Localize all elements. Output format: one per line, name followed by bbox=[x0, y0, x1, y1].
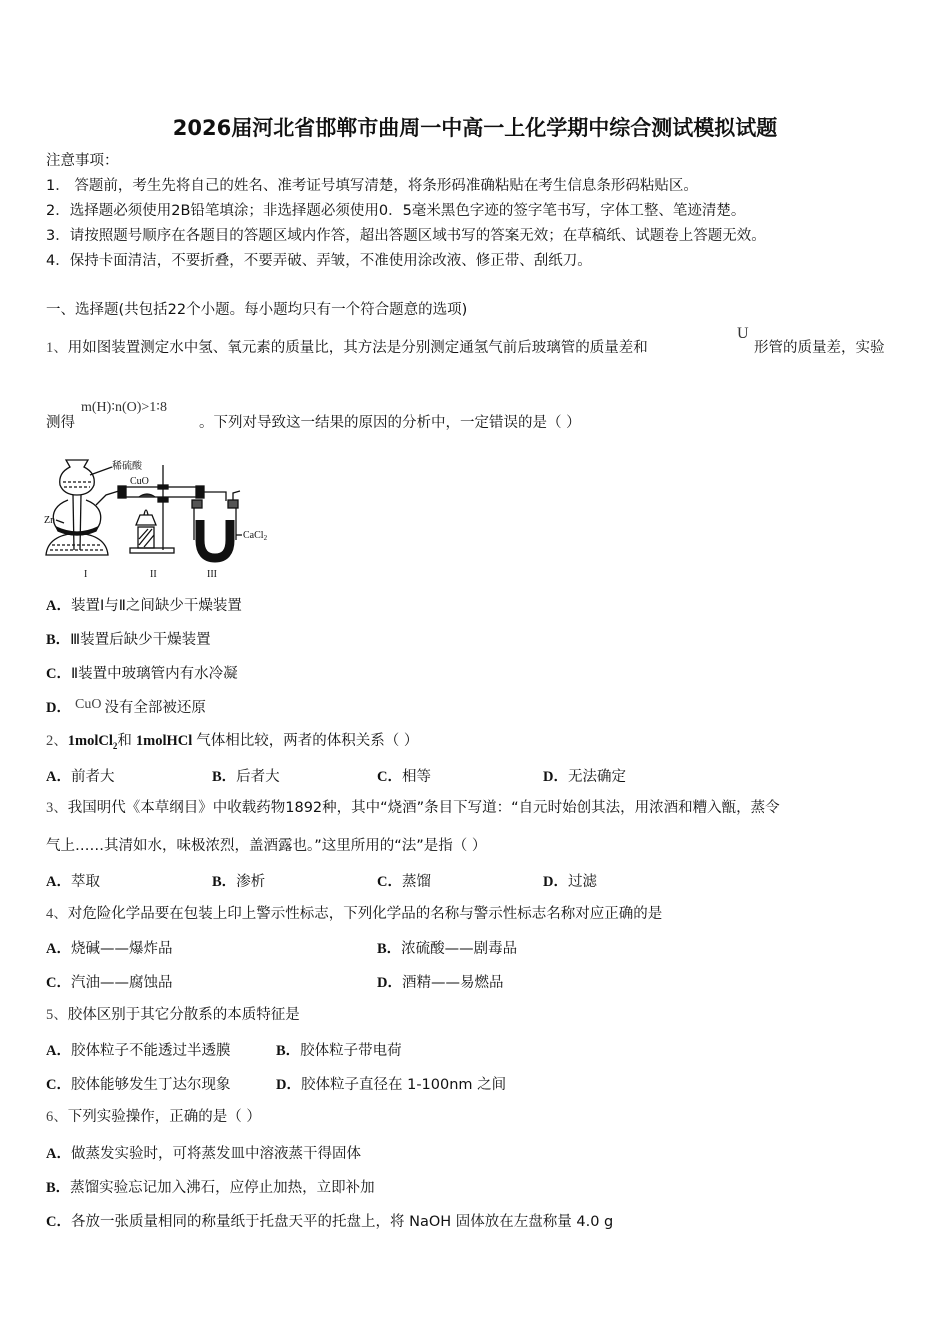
question-6-stem: 6、下列实验操作，正确的是（ ） bbox=[46, 1109, 261, 1125]
notice-item: 1． 答题前，考生先将自己的姓名、准考证号填写清楚，将条形码准确粘贴在考生信息条形码粘贴区。 bbox=[46, 178, 698, 194]
q5-option-b[interactable]: B．胶体粒子带电荷 bbox=[276, 1043, 402, 1059]
label-dilute-acid: 稀硫酸 bbox=[112, 461, 142, 472]
q5-option-a[interactable]: A．胶体粒子不能透过半透膜 bbox=[46, 1043, 231, 1059]
question-3-stem: 3、我国明代《本草纲目》中收载药物1892种，其中“烧酒”条目下写道：“自元时始创其法，用浓酒和糟入甑，蒸令 bbox=[46, 800, 780, 816]
question-2-stem: 2、1molCl$_2$和 1molHCl 气体相比较，两者的体积关系（ ） bbox=[46, 733, 419, 751]
q6-option-c[interactable]: C．各放一张质量相同的称量纸于托盘天平的托盘上，将 NaOH 固体放在左盘称量 4.0 g bbox=[46, 1214, 614, 1230]
q5-option-d[interactable]: D．胶体粒子直径在 1-100nm 之间 bbox=[276, 1077, 507, 1093]
q6-option-a[interactable]: A．做蒸发实验时，可将蒸发皿中溶液蒸干得固体 bbox=[46, 1146, 361, 1162]
q1-option-b[interactable]: B．Ⅲ装置后缺少干燥装置 bbox=[46, 632, 211, 648]
label-III: III bbox=[207, 569, 217, 580]
formula-ratio: m(H)∶n(O)>1∶8 bbox=[81, 400, 167, 415]
notice-item: 2．选择题必须使用2B铅笔填涂；非选择题必须使用0．5毫米黑色字迹的签字笔书写，字体工整、笔迹清楚。 bbox=[46, 203, 746, 219]
question-4-stem: 4、对危险化学品要在包装上印上警示性标志，下列化学品的名称与警示性标志名称对应正确的是 bbox=[46, 906, 663, 922]
q1-option-c[interactable]: C．Ⅱ装置中玻璃管内有水冷凝 bbox=[46, 666, 238, 682]
question-1-stem-cont: 形管的质量差，实验 bbox=[754, 340, 885, 356]
page-title: 2026届河北省邯郸市曲周一中高一上化学期中综合测试模拟试题 bbox=[172, 116, 778, 140]
q4-option-c[interactable]: C．汽油——腐蚀品 bbox=[46, 975, 173, 991]
formula-u: U bbox=[737, 325, 749, 342]
apparatus-figure bbox=[44, 455, 274, 585]
apparatus-diagram bbox=[44, 455, 274, 585]
question-number: 1、 bbox=[46, 340, 68, 356]
section-heading: 一、选择题(共包括22个小题。每小题均只有一个符合题意的选项) bbox=[46, 302, 468, 318]
q3-option-a[interactable]: A．萃取 bbox=[46, 874, 100, 890]
notice-item: 4．保持卡面清洁，不要折叠，不要弄破、弄皱，不准使用涂改液、修正带、刮纸刀。 bbox=[46, 253, 592, 269]
q2-option-d[interactable]: D．无法确定 bbox=[543, 769, 626, 785]
question-1-stem: 1、用如图装置测定水中氢、氧元素的质量比，其方法是分别测定通氢气前后玻璃管的质量差和 bbox=[46, 340, 648, 356]
label-II: II bbox=[150, 569, 157, 580]
q1-option-d[interactable]: D． CuO 没有全部被还原 bbox=[46, 697, 206, 716]
q1-option-a[interactable]: A．装置Ⅰ与Ⅱ之间缺少干燥装置 bbox=[46, 598, 242, 614]
label-zn: Zn bbox=[44, 515, 56, 526]
q5-option-c[interactable]: C．胶体能够发生丁达尔现象 bbox=[46, 1077, 231, 1093]
question-1-stem-2: 测得 bbox=[46, 415, 75, 431]
q3-option-d[interactable]: D．过滤 bbox=[543, 874, 597, 890]
notice-heading: 注意事项： bbox=[46, 153, 119, 169]
notice-item: 3．请按照题号顺序在各题目的答题区域内作答，超出答题区域书写的答案无效；在草稿纸、试题卷上答题无效。 bbox=[46, 228, 766, 244]
q3-option-b[interactable]: B．渗析 bbox=[212, 874, 266, 890]
q6-option-b[interactable]: B．蒸馏实验忘记加入沸石，应停止加热，立即补加 bbox=[46, 1180, 375, 1196]
label-I: I bbox=[84, 569, 88, 580]
question-1-stem-3: 。下列对导致这一结果的原因的分析中，一定错误的是（ ） bbox=[199, 415, 581, 431]
question-5-stem: 5、胶体区别于其它分散系的本质特征是 bbox=[46, 1007, 300, 1023]
q2-option-b[interactable]: B．后者大 bbox=[212, 769, 280, 785]
q2-option-a[interactable]: A．前者大 bbox=[46, 769, 115, 785]
q4-option-d[interactable]: D．酒精——易燃品 bbox=[377, 975, 504, 991]
q3-option-c[interactable]: C．蒸馏 bbox=[377, 874, 431, 890]
label-cuo: CuO bbox=[130, 476, 149, 487]
q4-option-b[interactable]: B．浓硫酸——剧毒品 bbox=[377, 941, 518, 957]
q2-option-c[interactable]: C．相等 bbox=[377, 769, 431, 785]
question-3-stem-cont: 气上……其清如水，味极浓烈，盖酒露也。”这里所用的“法”是指（ ） bbox=[46, 838, 487, 854]
label-cacl2: CaCl$_2$ bbox=[243, 530, 268, 542]
q4-option-a[interactable]: A．烧碱——爆炸品 bbox=[46, 941, 173, 957]
